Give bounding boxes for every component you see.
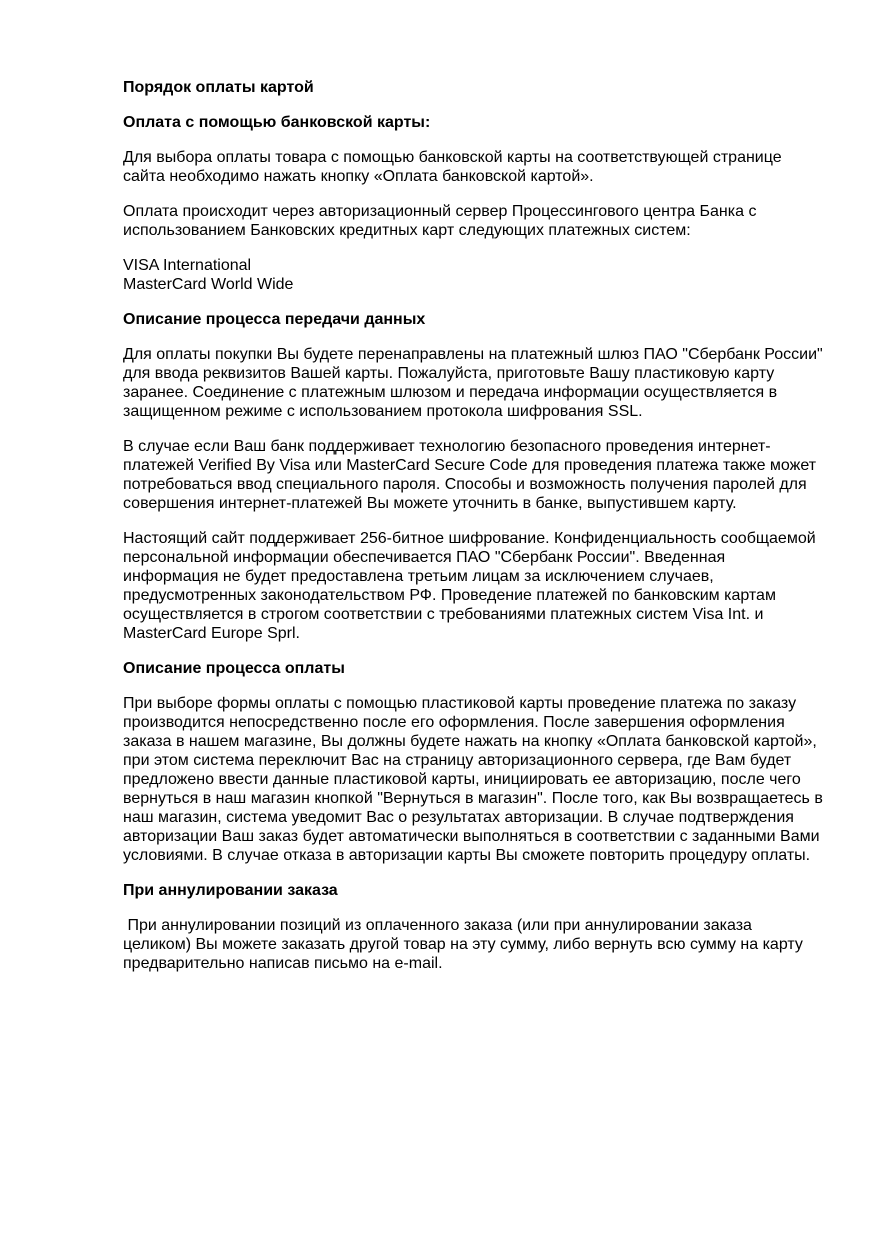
payment-system-mastercard: MasterCard World Wide	[123, 276, 294, 293]
paragraph-choose-payment: Для выбора оплаты товара с помощью банковской карты на соответствующей странице сайта необходимо нажать кнопку «Оплата банковской картой».	[123, 149, 787, 185]
paragraph-sberbank-gateway: Для оплаты покупки Вы будете перенаправлены на платежный шлюз ПАО "Сбербанк России" для ввода реквизитов Вашей карты. Пожалуйста, приготовьте Вашу пластиковую карту заранее. Соединение с платежным шлюзом и передача информации осуществляется в защищенном режиме с использованием протокола шифрования SSL.	[123, 346, 828, 420]
paragraph-secure-code: В случае если Ваш банк поддерживает технологию безопасного проведения интернет-платежей Verified By Visa или MasterCard Secure Code для проведения платежа также может потребоваться ввод специального пароля. Способы и возможность получения паролей для совершения интернет-платежей Вы можете уточнить в банке, выпустившем карту.	[123, 438, 821, 512]
paragraph-authorization-server: Оплата происходит через авторизационный сервер Процессингового центра Банка с использованием Банковских кредитных карт следующих платежных систем:	[123, 203, 761, 239]
page-title: Порядок оплаты картой	[123, 79, 314, 96]
section-heading-order-cancellation: При аннулировании заказа	[123, 882, 338, 899]
section-heading-payment-process: Описание процесса оплаты	[123, 660, 345, 677]
paragraph-encryption: Настоящий сайт поддерживает 256-битное шифрование. Конфиденциальность сообщаемой персональной информации обеспечивается ПАО "Сбербанк России". Введенная информация не будет предоставлена третьим лицам за исключением случаев, предусмотренных законодательством РФ. Проведение платежей по банковским картам осуществляется в строгом соответствии с требованиями платежных систем Visa Int. и MasterCard Europe Sprl.	[123, 530, 821, 642]
paragraph-payment-process: При выборе формы оплаты с помощью пластиковой карты проведение платежа по заказу производится непосредственно после его оформления. После завершения оформления заказа в нашем магазине, Вы должны будете нажать на кнопку «Оплата банковской картой», при этом система переключит Вас на страницу авторизационного сервера, где Вам будет предложено ввести данные пластиковой карты, инициировать ее авторизацию, после чего вернуться в наш магазин кнопкой "Вернуться в магазин". После того, как Вы возвращаетесь в наш магазин, система уведомит Вас о результатах авторизации. В случае подтверждения авторизации Ваш заказ будет автоматически выполняться в соответствии с заданными Вами условиями. В случае отказа в авторизации карты Вы сможете повторить процедуру оплаты.	[123, 695, 828, 864]
payment-systems-list	[123, 256, 823, 294]
payment-system-visa: VISA International	[123, 257, 252, 274]
section-heading-bank-card-payment: Оплата с помощью банковской карты:	[123, 114, 431, 131]
section-heading-data-transfer: Описание процесса передачи данных	[123, 311, 426, 328]
paragraph-order-cancellation: При аннулировании позиций из оплаченного заказа (или при аннулировании заказа целиком) Вы можете заказать другой товар на эту сумму, либо вернуть всю сумму на карту предварительно написав письмо на e-mail.	[123, 917, 808, 972]
